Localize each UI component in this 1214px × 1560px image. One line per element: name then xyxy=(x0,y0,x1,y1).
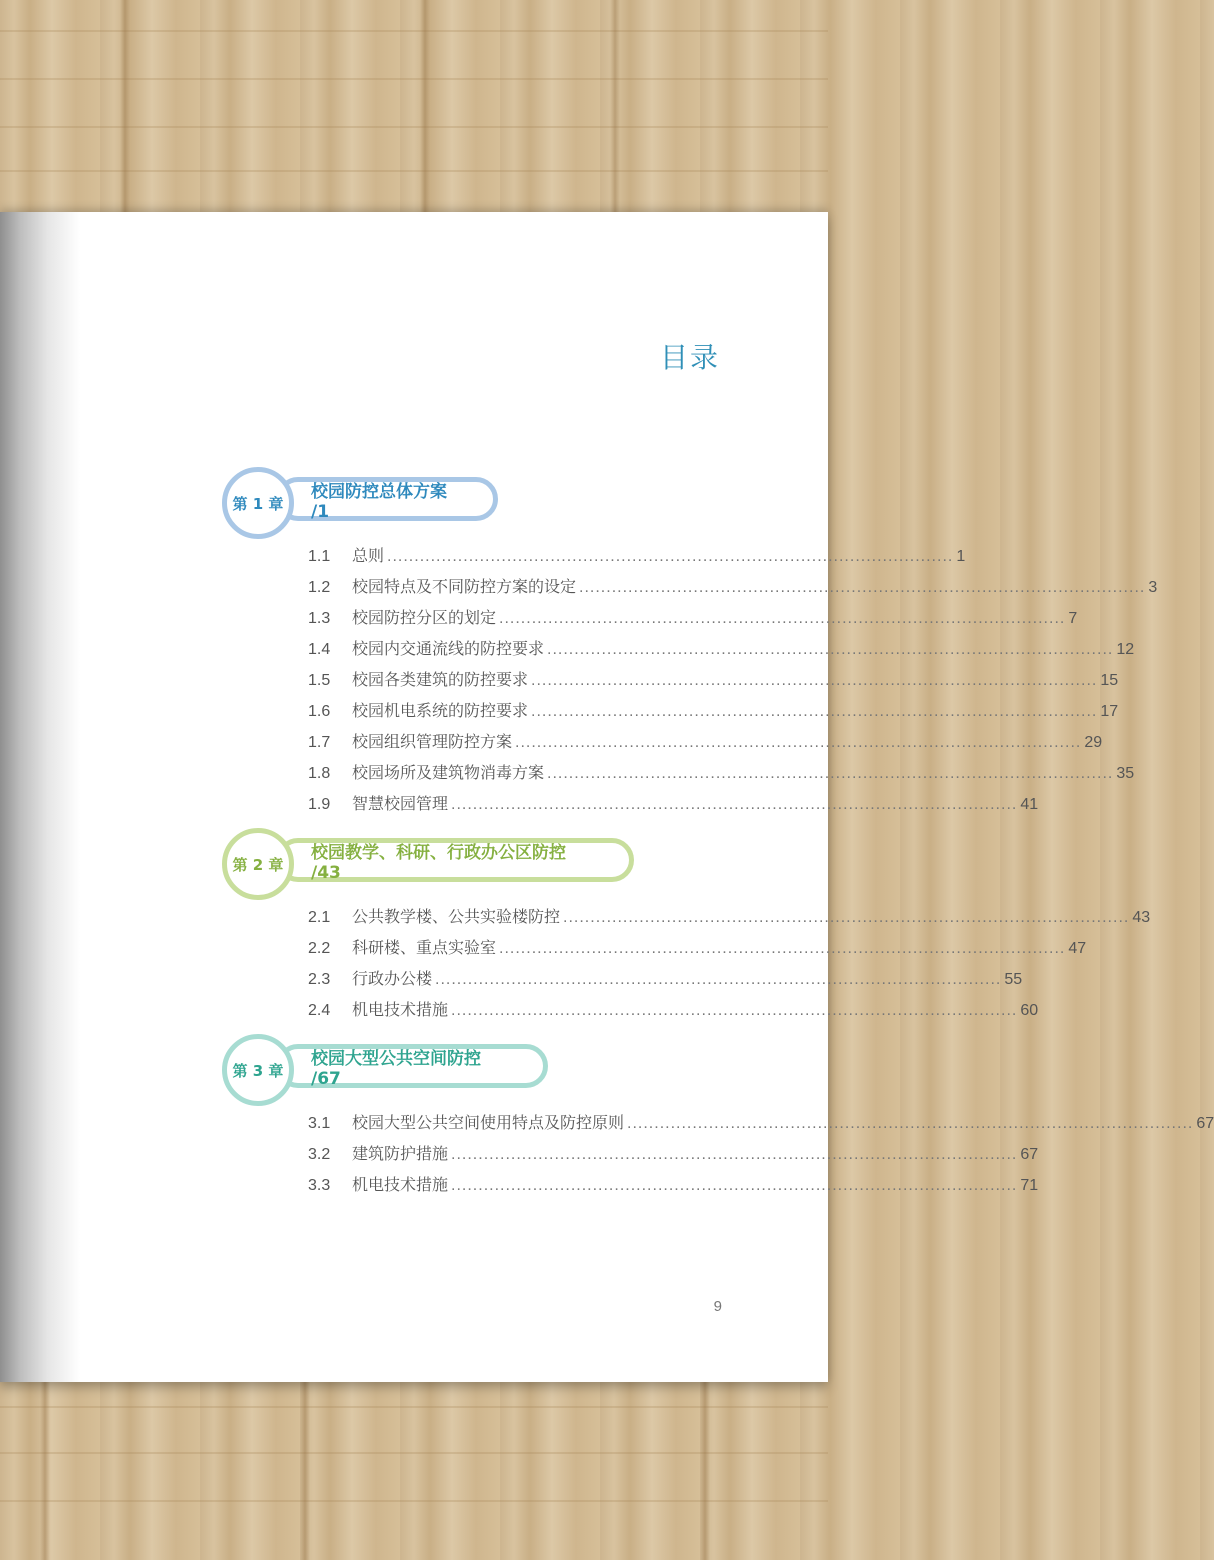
toc-entry: 2.3 行政办公楼 ........................................................................................................ 55 xyxy=(308,971,1023,988)
dot-leader: ........................................................................................................ xyxy=(579,579,1146,596)
toc-entry: 1.8 校园场所及建筑物消毒方案 ........................................................................................................ 35 xyxy=(308,765,1135,782)
chapter-3-entries xyxy=(308,1110,1214,1203)
dot-leader: ........................................................................................................ xyxy=(387,548,954,565)
chapter-number-badge: 第 2 章 xyxy=(222,828,294,900)
dot-leader: ........................................................................................................ xyxy=(563,909,1130,926)
chapter-title: 校园教学、科研、行政办公区防控 /43 xyxy=(276,838,634,882)
toc-entry: 3.1 校园大型公共空间使用特点及防控原则 ........................................................................................................ 67 xyxy=(308,1115,1214,1132)
page-number: 9 xyxy=(713,1298,722,1315)
toc-entry: 1.4 校园内交通流线的防控要求 ........................................................................................................ 12 xyxy=(308,641,1135,658)
toc-entry: 2.4 机电技术措施 ........................................................................................................ 60 xyxy=(308,1002,1039,1019)
toc-entry: 2.2 科研楼、重点实验室 ........................................................................................................ 47 xyxy=(308,940,1087,957)
toc-entry: 1.2 校园特点及不同防控方案的设定 ........................................................................................................ 3 xyxy=(308,579,1158,596)
page-title: 目录 xyxy=(659,341,720,374)
toc-entry: 1.6 校园机电系统的防控要求 ........................................................................................................ 17 xyxy=(308,703,1119,720)
dot-leader: ........................................................................................................ xyxy=(451,1146,1018,1163)
toc-entry: 1.1 总则 ........................................................................................................ 1 xyxy=(308,548,966,565)
toc-entry: 1.7 校园组织管理防控方案 ........................................................................................................ 29 xyxy=(308,734,1103,751)
chapter-2-entries xyxy=(308,904,1151,1028)
dot-leader: ........................................................................................................ xyxy=(627,1115,1194,1132)
chapter-title: 校园大型公共空间防控 /67 xyxy=(276,1044,548,1088)
dot-leader: ........................................................................................................ xyxy=(531,703,1098,720)
chapter-number-badge: 第 1 章 xyxy=(222,467,294,539)
toc-entry: 1.5 校园各类建筑的防控要求 ........................................................................................................ 15 xyxy=(308,672,1119,689)
toc-entry: 3.3 机电技术措施 ........................................................................................................ 71 xyxy=(308,1177,1039,1194)
chapter-title: 校园防控总体方案 /1 xyxy=(276,477,498,521)
dot-leader: ........................................................................................................ xyxy=(499,940,1066,957)
wood-background-bottom xyxy=(0,1382,828,1560)
dot-leader: ........................................................................................................ xyxy=(451,796,1018,813)
dot-leader: ........................................................................................................ xyxy=(499,610,1066,627)
chapter-1-entries xyxy=(308,543,1158,822)
dot-leader: ........................................................................................................ xyxy=(531,672,1098,689)
dot-leader: ........................................................................................................ xyxy=(515,734,1082,751)
dot-leader: ........................................................................................................ xyxy=(451,1002,1018,1019)
dot-leader: ........................................................................................................ xyxy=(451,1177,1018,1194)
chapter-number-badge: 第 3 章 xyxy=(222,1034,294,1106)
toc-entry: 3.2 建筑防护措施 ........................................................................................................ 67 xyxy=(308,1146,1039,1163)
book-page xyxy=(0,212,1214,1382)
toc-entry: 1.9 智慧校园管理 ........................................................................................................ 41 xyxy=(308,796,1039,813)
toc-entry: 1.3 校园防控分区的划定 ........................................................................................................ 7 xyxy=(308,610,1078,627)
dot-leader: ........................................................................................................ xyxy=(547,641,1114,658)
toc-entry: 2.1 公共教学楼、公共实验楼防控 ........................................................................................................ 43 xyxy=(308,909,1151,926)
wood-background-top xyxy=(0,0,828,212)
spine-shadow xyxy=(0,212,80,1382)
dot-leader: ........................................................................................................ xyxy=(547,765,1114,782)
dot-leader: ........................................................................................................ xyxy=(435,971,1002,988)
